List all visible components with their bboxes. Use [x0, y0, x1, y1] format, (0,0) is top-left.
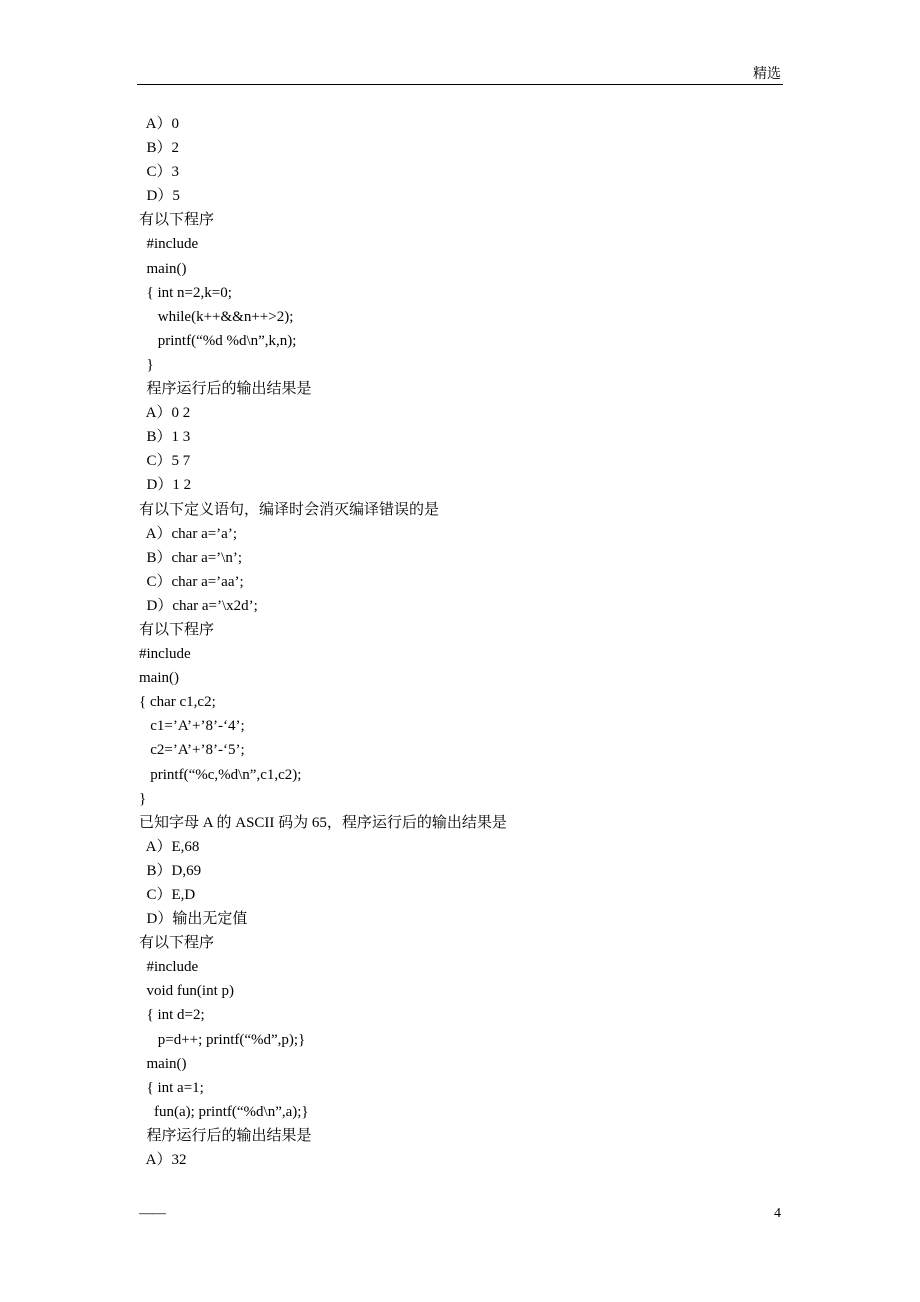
text-line: }: [139, 356, 154, 373]
text-line: 程序运行后的输出结果是: [139, 1127, 312, 1144]
text-line: B）1 3: [139, 429, 191, 446]
text-line: C）3: [139, 164, 180, 181]
text-line: p=d++; printf(“%d”,p);}: [139, 1031, 306, 1048]
text-line: while(k++&&n++>2);: [139, 308, 294, 325]
text-line: { char c1,c2;: [139, 694, 216, 711]
text-line: A）0 2: [139, 405, 191, 422]
text-line: { int n=2,k=0;: [139, 284, 232, 301]
page-number: 4: [774, 1206, 781, 1221]
text-line: C）char a=’aa’;: [139, 573, 244, 590]
text-line: D）5: [139, 188, 180, 205]
text-line: B）char a=’\n’;: [139, 549, 243, 566]
text-line: #include: [139, 959, 199, 976]
text-line: B）D,69: [139, 862, 202, 879]
text-line: A）char a=’a’;: [139, 525, 237, 542]
page-header-label: 精选: [753, 67, 781, 82]
text-line: printf(“%c,%d\n”,c1,c2);: [139, 766, 302, 783]
text-line: D）输出无定值: [139, 911, 248, 928]
text-line: }: [139, 790, 147, 807]
text-line: #include: [139, 646, 191, 663]
document-body: [139, 112, 779, 1172]
text-line: D）1 2: [139, 477, 192, 494]
footer-dash: ——: [139, 1206, 165, 1221]
text-line: B）2: [139, 140, 180, 157]
text-line: c2=’A’+’8’-‘5’;: [139, 742, 245, 759]
text-line: A）32: [139, 1152, 187, 1169]
text-line: { int a=1;: [139, 1079, 204, 1096]
text-line: { int d=2;: [139, 1007, 205, 1024]
text-line: 有以下程序: [139, 935, 215, 952]
text-line: 有以下程序: [139, 621, 215, 638]
text-line: A）0: [139, 116, 180, 132]
text-line: c1=’A’+’8’-‘4’;: [139, 718, 245, 735]
text-line: main(): [139, 670, 179, 687]
text-line: 有以下定义语句，编译时会消灭编译错误的是: [139, 501, 440, 518]
text-line: printf(“%d %d\n”,k,n);: [139, 332, 297, 349]
text-line: main(): [139, 1055, 187, 1072]
text-line: C）5 7: [139, 453, 191, 470]
text-line: 有以下程序: [139, 212, 215, 229]
text-line: fun(a); printf(“%d\n”,a);}: [139, 1103, 309, 1120]
text-line: A）E,68: [139, 838, 200, 855]
text-line: 已知字母 A 的 ASCII 码为 65，程序运行后的输出结果是: [139, 814, 507, 831]
text-line: 程序运行后的输出结果是: [139, 381, 312, 398]
header-divider: [137, 84, 783, 85]
text-line: C）E,D: [139, 887, 196, 903]
text-line: void fun(int p): [139, 983, 234, 1000]
text-line: D）char a=’\x2d’;: [139, 597, 258, 614]
text-line: #include: [139, 236, 199, 253]
text-line: main(): [139, 260, 187, 277]
